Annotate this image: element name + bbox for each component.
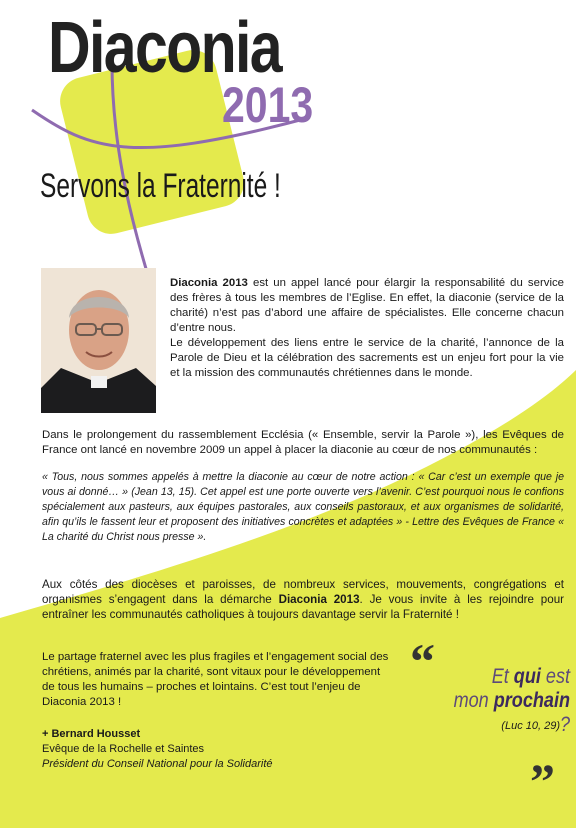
page-year: 2013 [222,77,314,133]
paragraph-sharing: Le partage fraternel avec les plus fragiles et l’engagement social des chrétiens, animés par la charité, sont vitaux pour le développement de tous les humains – proches et lointains. C’est tout l’enjeu de Diaconia 2013 ! [42,651,389,708]
signature-name: + Bernard Housset [42,728,141,740]
signature-title: Evêque de la Rochelle et Saintes [42,743,205,755]
page-title: Diaconia [48,8,281,88]
pq-l1a: Et [491,665,514,688]
pq-l1b: qui [513,665,541,688]
intro-text-1: est un appel lancé pour élargir la responsabilité du service des frères à tous les membres de l’Eglise. En effet, la diaconie (service de la charité) n’est pas d’abord une affaire de spécialistes. Elle concerne chacun d’entre nous. [170,277,565,334]
pullquote-reference: (Luc 10, 29) [501,720,560,732]
signature-block [42,727,402,772]
intro-paragraph [170,276,564,381]
para3-text-1: Aux côtés des diocèses et paroisses, de nombreux services, mouvements, congrégations et organismes s’engagent dans la démarche [42,578,564,606]
pq-l1c: est [540,665,570,688]
paragraph-ecclesia: Dans le prolongement du rassemblement Ecclésia (« Ensemble, servir la Parole »), les Evêques de France ont lancé en novembre 2009 un appel à placer la diaconie au cœur de nos communautés : [42,429,564,456]
bishops-quote: « Tous, nous sommes appelés à mettre la diaconie au cœur de notre action : « Car c’est un exemple que je vous ai donné… » (Jean 13, 15). Cet appel est une porte ouverte vers l’avenir. C’est pourquoi nous le confions spécialement aux pasteurs, aux équipes pastorales, aux conseils pastoraux, et aux organismes de solidarité, afin qu’ils le fassent leur et proposent des initiatives concrètes et adaptées » - Lettre des Evêques de France « La charité du Christ nous presse ». [42,471,564,543]
pq-l2b: prochain [493,689,570,712]
signature-role: Président du Conseil National pour la Solidarité [42,758,273,770]
portrait-photo [41,268,156,413]
intro-text-2: Le développement des liens entre le service de la charité, l’annonce de la Parole de Dieu et la célébration des sacrements est un enjeu fort pour la vie et la mission des communautés chrétiennes dans le monde. [170,337,564,379]
intro-lead: Diaconia 2013 [170,277,248,289]
pq-l2a: mon [453,689,494,712]
para3-text-2: . Je vous invite à les rejoindre pour entraîner les communautés catholiques à toujours davantage servir la Fraternité ! [42,593,565,621]
paragraph-invitation [42,577,564,622]
close-quote-icon: ” [530,753,555,809]
pq-l2c: ? [559,713,570,736]
para3-bold: Diaconia 2013 [278,593,360,606]
page-subtitle: Servons la Fraternité ! [40,167,281,205]
open-quote-icon: “ [410,633,435,689]
